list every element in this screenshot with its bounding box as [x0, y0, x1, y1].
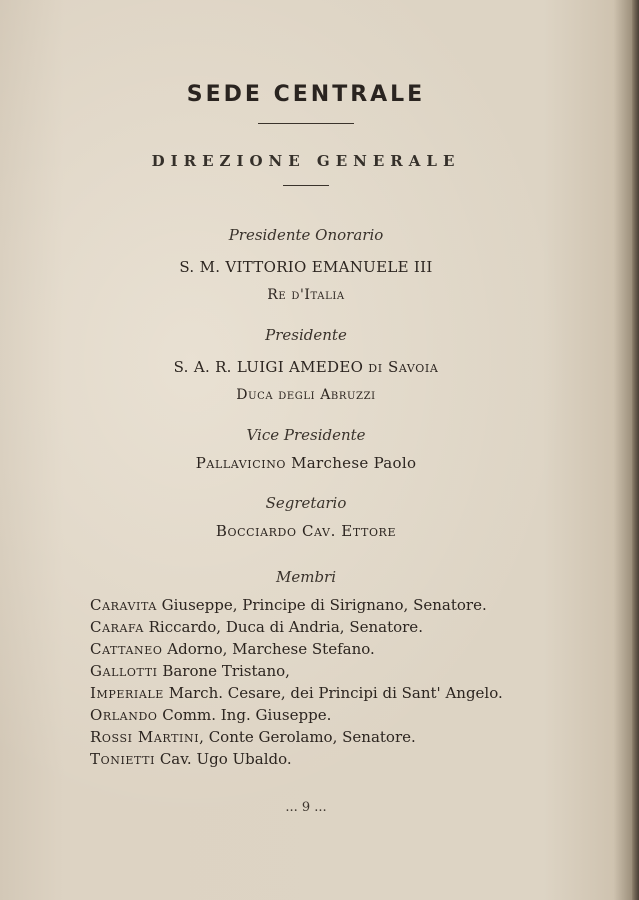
page-edge-shadow: [632, 0, 639, 900]
honorary-president-name: S. M. VITTORIO EMANUELE III: [179, 258, 433, 276]
vice-president-surname: Pallavicino: [195, 454, 287, 472]
member-surname: Caravita: [90, 596, 157, 614]
member-surname: Rossi Martini: [90, 728, 200, 746]
member-details: Giuseppe, Principe di Sirignano, Senatore.: [156, 596, 487, 614]
members-role: Membri: [275, 568, 337, 586]
member-surname: Cattaneo: [90, 640, 163, 658]
list-item: [90, 704, 570, 726]
president-role: Presidente: [265, 326, 347, 344]
member-surname: Tonietti: [90, 750, 156, 768]
member-details: Adorno, Marchese Stefano.: [162, 640, 375, 658]
members-list: [90, 594, 570, 770]
member-details: Cav. Ugo Ubaldo.: [155, 750, 292, 768]
president-detail: Duca degli Abruzzi: [236, 387, 376, 403]
list-item: [90, 726, 570, 748]
president-name: [0, 358, 612, 376]
vice-president-name: [0, 454, 612, 472]
member-details: Barone Tristano,: [157, 662, 290, 680]
secretary-role: Segretario: [265, 494, 347, 512]
member-details: March. Cesare, dei Principi di Sant' Angelo.: [163, 684, 503, 702]
section-subtitle: DIREZIONE GENERALE: [151, 152, 461, 170]
list-item: [90, 660, 570, 682]
secretary-name: Bocciardo Cav. Ettore: [215, 522, 397, 540]
president-name-main: S. A. R. LUIGI AMEDEO: [173, 358, 364, 376]
member-surname: Orlando: [90, 706, 158, 724]
honorary-president-detail: Re d'Italia: [267, 287, 345, 303]
member-surname: Gallotti: [90, 662, 158, 680]
member-details: Comm. Ing. Giuseppe.: [157, 706, 332, 724]
honorary-president-role: Presidente Onorario: [228, 226, 384, 244]
list-item: [90, 594, 570, 616]
vice-president-role: Vice Presidente: [246, 426, 366, 444]
page-title: SEDE CENTRALE: [186, 82, 426, 107]
vice-president-rest: Marchese Paolo: [286, 454, 417, 472]
page-number: ... 9 ...: [285, 800, 327, 815]
list-item: [90, 748, 570, 770]
subtitle-rule: [283, 185, 329, 186]
member-details: Riccardo, Duca di Andria, Senatore.: [143, 618, 423, 636]
member-surname: Carafa: [90, 618, 144, 636]
list-item: [90, 682, 570, 704]
member-surname: Imperiale: [90, 684, 164, 702]
president-name-suffix: di Savoia: [368, 358, 439, 376]
member-details: , Conte Gerolamo, Senatore.: [199, 728, 416, 746]
list-item: [90, 616, 570, 638]
title-rule: [258, 123, 354, 124]
list-item: [90, 638, 570, 660]
